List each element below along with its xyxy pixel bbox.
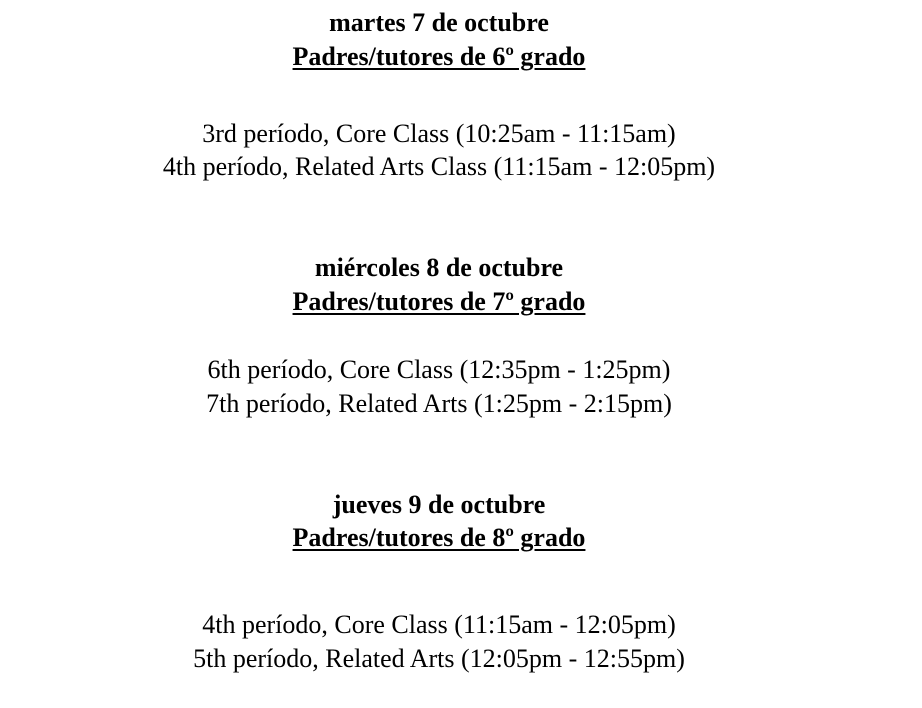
grade-heading-7th: Padres/tutores de 7º grado xyxy=(292,287,586,316)
day-heading-7th: miércoles 8 de octubre xyxy=(314,253,564,282)
grade-heading-6th: Padres/tutores de 6º grado xyxy=(292,42,586,71)
period-line: 7th período, Related Arts (1:25pm - 2:15pm) xyxy=(206,389,672,418)
day-heading-8th: jueves 9 de octubre xyxy=(332,490,546,519)
period-line: 3rd período, Core Class (10:25am - 11:15am) xyxy=(202,119,676,148)
period-line: 4th período, Related Arts Class (11:15am - 12:05pm) xyxy=(162,152,716,181)
day-heading-6th: martes 7 de octubre xyxy=(329,8,549,37)
grade-heading-8th: Padres/tutores de 8º grado xyxy=(292,523,586,552)
period-line: 4th período, Core Class (11:15am - 12:05pm) xyxy=(202,610,676,639)
period-line: 6th período, Core Class (12:35pm - 1:25pm) xyxy=(207,355,671,384)
period-line: 5th período, Related Arts (12:05pm - 12:55pm) xyxy=(193,644,685,673)
